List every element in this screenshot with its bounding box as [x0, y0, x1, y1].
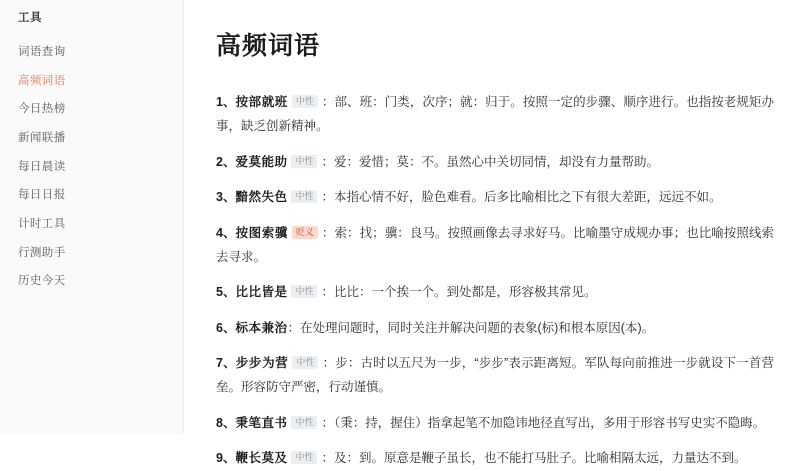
sidebar-item-label: 今日热榜	[18, 103, 66, 116]
entry-tag-badge: 中性	[291, 451, 317, 464]
entry-index: 1、	[216, 95, 236, 109]
sidebar-item-label: 计时工具	[18, 218, 66, 231]
sidebar-item-6[interactable]	[0, 181, 183, 210]
word-entry	[216, 90, 774, 139]
sidebar-title: 工具	[18, 12, 42, 24]
entry-term: 秉笔直书	[235, 415, 288, 430]
word-entry	[216, 351, 774, 400]
entry-index: 6、	[216, 320, 236, 335]
entry-index: 9、	[216, 451, 236, 466]
sidebar-item-2[interactable]	[0, 67, 183, 96]
word-entry	[216, 280, 774, 304]
entry-index: 7、	[216, 356, 236, 370]
entry-tag-badge: 中性	[291, 190, 317, 203]
entry-definition: ：爱：爱惜；莫：不。虽然心中关切同情，却没有力量帮助。	[321, 154, 659, 169]
word-entry-list	[216, 90, 774, 471]
word-entry	[216, 150, 774, 174]
word-entry	[216, 221, 774, 270]
entry-definition: ：步：古时以五尺为一步，“步步”表示距离短。军队每向前推进一步就设下一首营垒。形容防守严密，行动谨慎。	[216, 356, 774, 395]
entry-tag-badge: 中性	[291, 285, 317, 298]
entry-index: 4、	[216, 225, 236, 240]
word-entry	[216, 411, 774, 435]
entry-term: 按图索骥	[235, 225, 288, 240]
entry-term: 鞭长莫及	[235, 451, 288, 466]
sidebar-item-label: 每日晨读	[18, 160, 66, 173]
sidebar-item-5[interactable]	[0, 153, 183, 182]
sidebar-item-1[interactable]	[0, 38, 183, 67]
sidebar-item-4[interactable]	[0, 124, 183, 153]
sidebar-item-9[interactable]	[0, 267, 183, 296]
entry-term: 比比皆是	[235, 285, 288, 300]
entry-term: 标本兼治	[235, 320, 288, 335]
sidebar-item-7[interactable]	[0, 210, 183, 239]
entry-definition: ：部、班：门类，次序；就：归于。按照一定的步骤、顺序进行。也指按老规矩办事，缺乏创新精神。	[216, 95, 774, 134]
entry-index: 8、	[216, 415, 236, 430]
entry-term: 步步为营	[235, 356, 289, 370]
entry-tag-badge: 贬义	[292, 226, 318, 239]
word-entry	[216, 185, 774, 209]
entry-index: 2、	[216, 154, 236, 169]
entry-term: 黯然失色	[235, 190, 288, 205]
entry-term: 按部就班	[235, 95, 288, 109]
entry-tag-badge: 中性	[291, 416, 317, 429]
sidebar-item-label: 每日日报	[18, 189, 66, 202]
entry-definition: ：比比：一个挨一个。到处都是，形容极其常见。	[321, 285, 597, 300]
entry-index: 3、	[216, 190, 236, 205]
entry-definition: ：本指心情不好，脸色难看。后多比喻相比之下有很大差距，远远不如。	[321, 190, 722, 205]
entry-tag-badge: 中性	[292, 356, 318, 369]
entry-tag-badge: 中性	[291, 155, 317, 168]
sidebar-item-label: 历史今天	[18, 275, 66, 288]
word-entry	[216, 316, 774, 340]
entry-tag-badge: 中性	[292, 95, 318, 108]
sidebar-item-list	[0, 38, 183, 296]
entry-term: 爱莫能助	[235, 154, 288, 169]
entry-index: 5、	[216, 285, 236, 300]
main-content	[184, 0, 800, 466]
page-title: 高频词语	[216, 32, 321, 60]
entry-definition: ：在处理问题时，同时关注并解决问题的表象(标)和根本原因(本)。	[287, 320, 655, 335]
sidebar-item-label: 行测助手	[18, 246, 66, 259]
sidebar-item-label: 高频词语	[18, 74, 66, 87]
sidebar-item-label: 新闻联播	[18, 132, 66, 145]
sidebar-item-3[interactable]	[0, 95, 183, 124]
sidebar-item-label: 词语查询	[18, 46, 66, 58]
entry-definition: ：索：找；骥：良马。按照画像去寻求好马。比喻墨守成规办事；也比喻按照线索去寻求。	[216, 225, 774, 264]
sidebar-item-8[interactable]	[0, 239, 183, 268]
word-entry	[216, 446, 774, 470]
entry-definition: ：（秉：持，握住）指拿起笔不加隐讳地径直写出，多用于形容书写史实不隐晦。	[321, 415, 766, 430]
entry-definition: ：及：到。原意是鞭子虽长，也不能打马肚子。比喻相隔太远，力量达不到。	[321, 451, 747, 466]
sidebar	[0, 0, 184, 434]
